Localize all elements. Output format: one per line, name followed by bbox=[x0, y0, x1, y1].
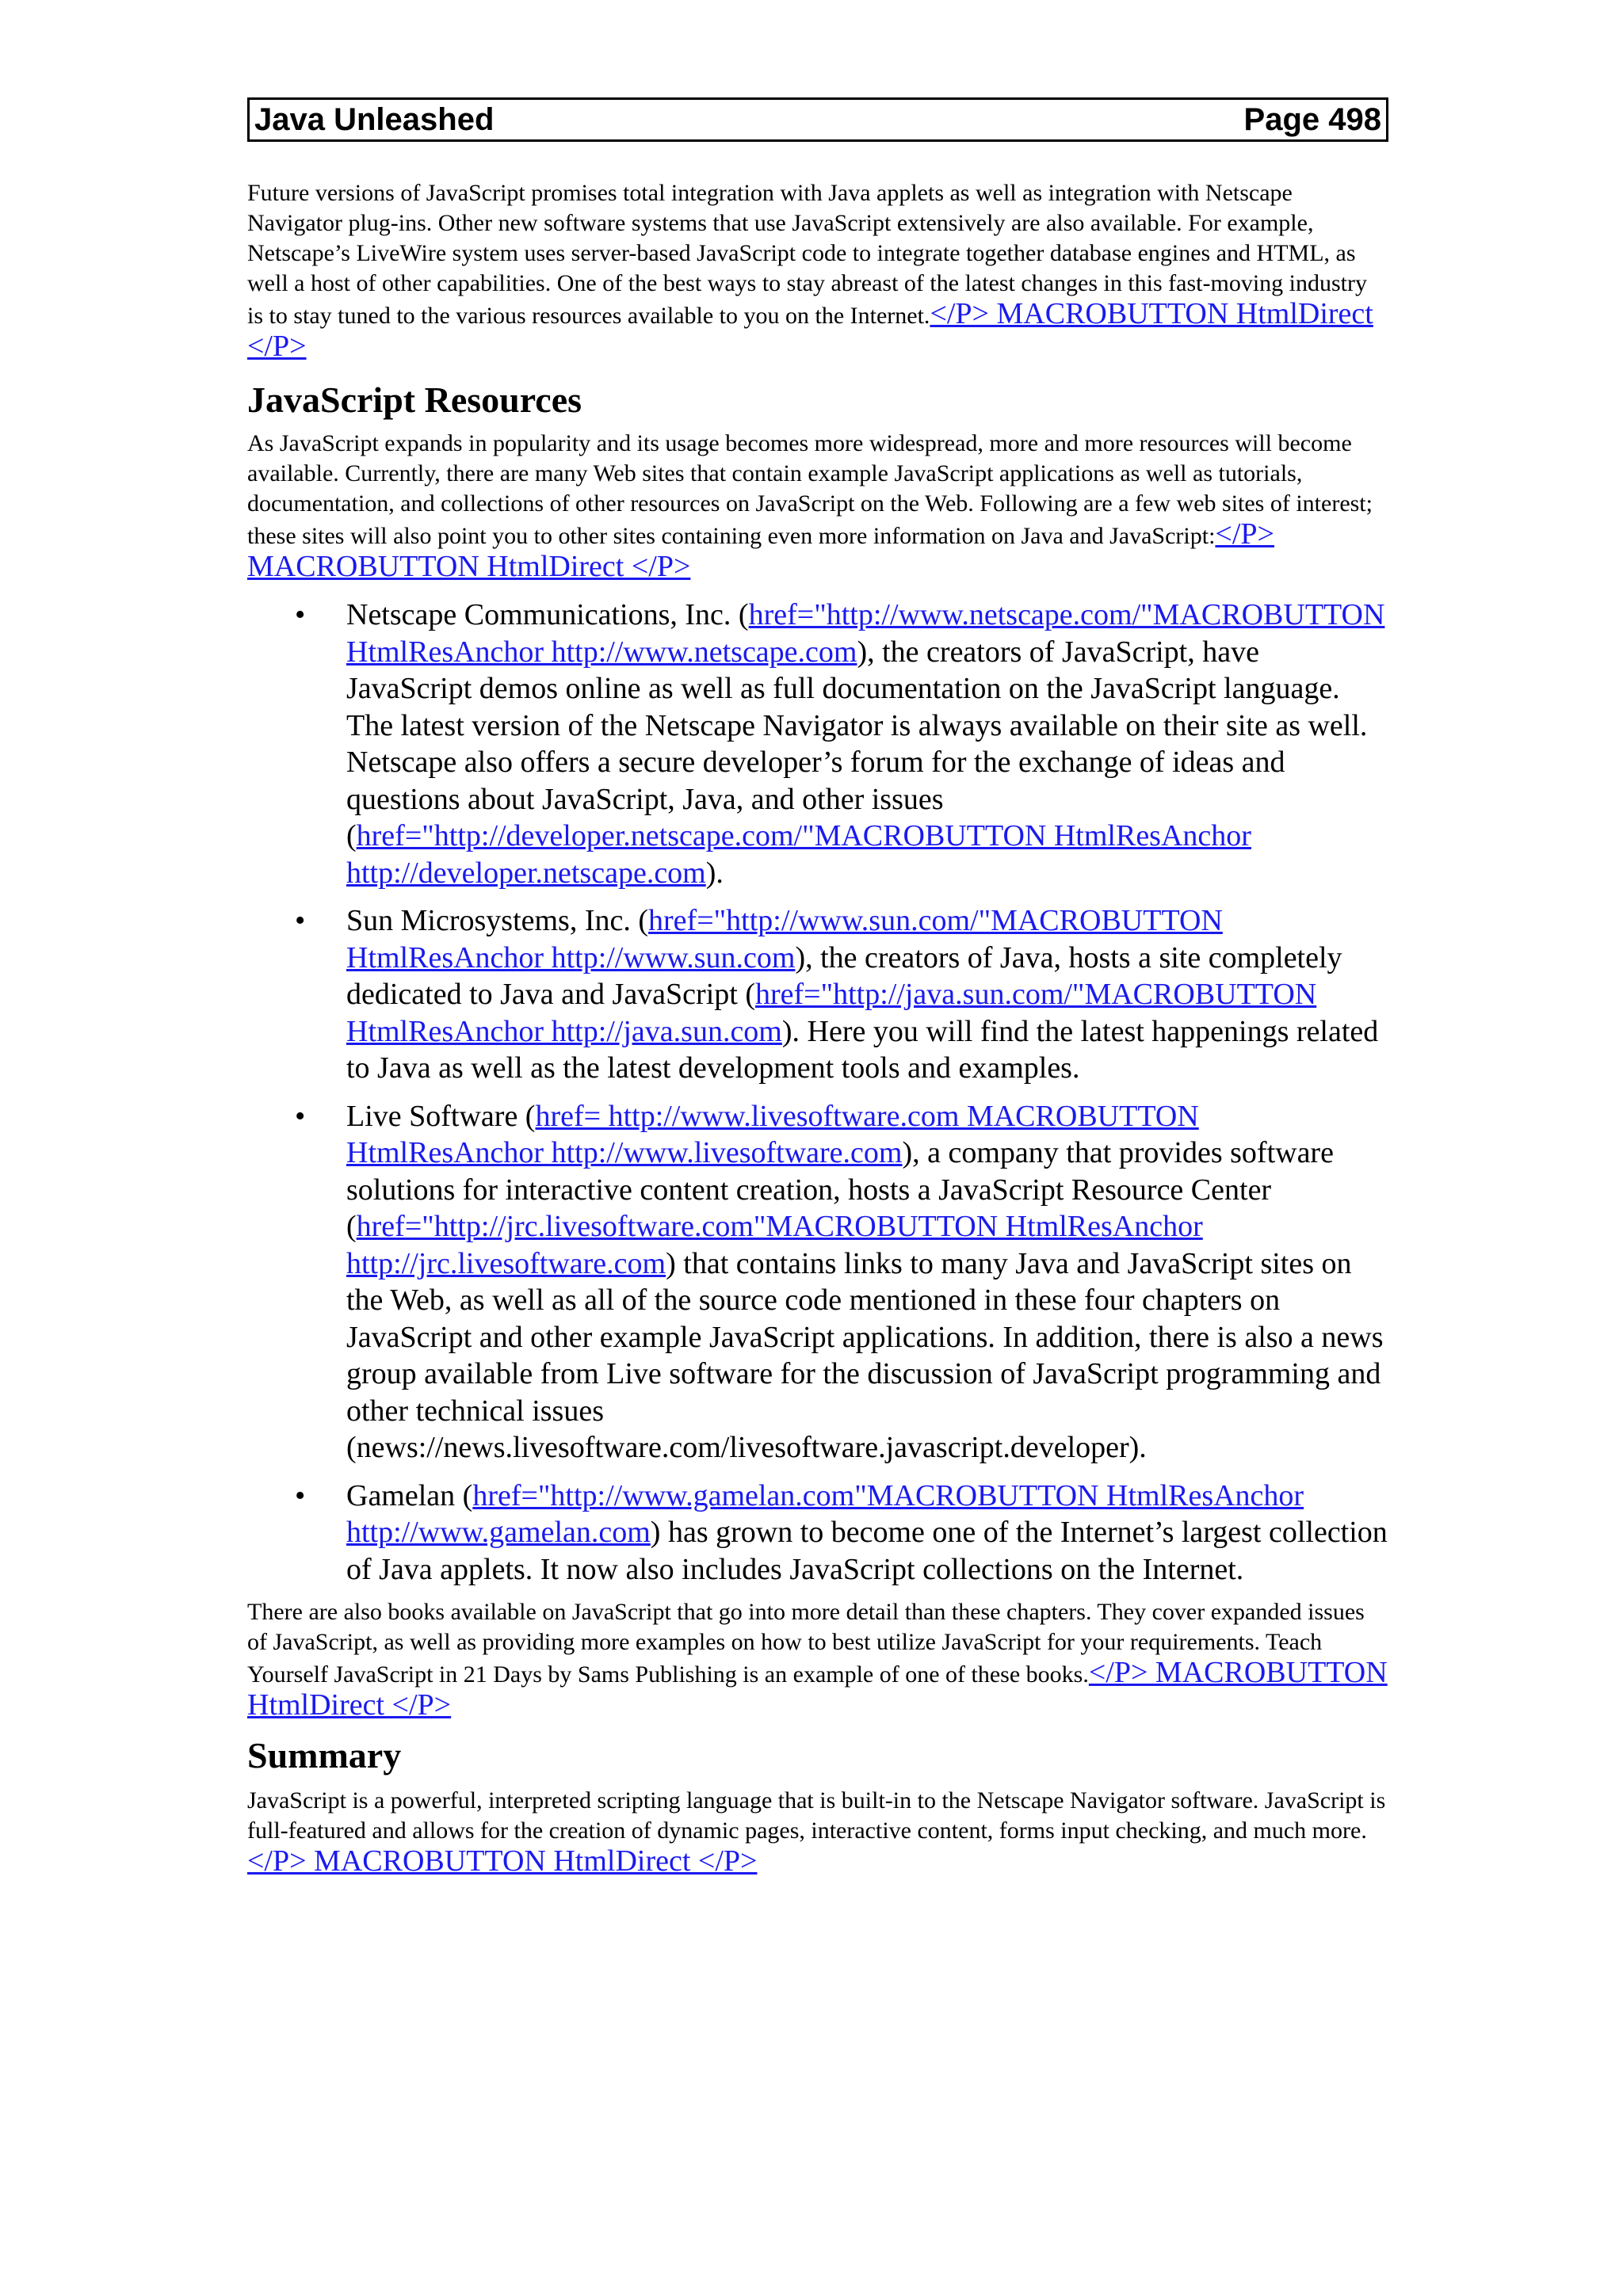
bullet-icon: • bbox=[295, 1099, 306, 1133]
paragraph-text: There are also books available on JavaScript that go into more detail than these chapters. They cover expanded issues of JavaScript, as well as providing more examples on how to best utilize JavaScript for your requirements. Teach Yourself JavaScript in 21 Days by Sams Publishing is an example of one of these books. bbox=[247, 1599, 1365, 1688]
netscape-developer-link[interactable]: href="http://developer.netscape.com/"MACROBUTTON HtmlResAnchor http://developer.netscape.com bbox=[346, 819, 1251, 890]
header-page-number: Page 498 bbox=[1243, 101, 1381, 137]
paragraph-resources-intro bbox=[247, 429, 1388, 584]
paragraph-books bbox=[247, 1597, 1388, 1722]
paragraph-text: Future versions of JavaScript promises total integration with Java applets as well as integration with Netscape Navigator plug-ins. Other new software systems that use JavaScript extensively are also available. For example, Netscape’s LiveWire system uses server-based JavaScript code to integrate together database engines and HTML, as well a host of other capabilities. One of the best ways to stay abreast of the latest changes in this fast-moving industry is to stay tuned to the various resources available to you on the Internet. bbox=[247, 180, 1367, 329]
item-text: ) that contains links to many Java and JavaScript sites on the Web, as well as all of the source code mentioned in these four chapters on JavaScript and other example JavaScript applications. In addition, there is also a news group available from Live software for the discussion of JavaScript programming and other technical issues (news://news.livesoftware.com/livesoftware.javascript.developer). bbox=[346, 1246, 1384, 1464]
item-text: Netscape Communications, Inc. ( bbox=[346, 598, 749, 631]
item-text: ). Here you will find the latest happenings related to Java as well as the latest development tools and examples. bbox=[346, 1014, 1379, 1085]
livesoftware-link[interactable]: href= http://www.livesoftware.com MACROBUTTON HtmlResAnchor http://www.livesoftware.com bbox=[346, 1099, 1199, 1169]
header-title: Java Unleashed bbox=[254, 101, 495, 137]
macrobutton-link[interactable]: </P> MACROBUTTON HtmlDirect </P> bbox=[247, 517, 1274, 583]
macrobutton-link[interactable]: </P> MACROBUTTON HtmlDirect </P> bbox=[247, 1844, 758, 1878]
bullet-icon: • bbox=[295, 598, 306, 631]
list-item-sun bbox=[247, 902, 1388, 1087]
item-text: ) has grown to become one of the Internet’s largest collection of Java applets. It now also includes JavaScript collections on the Internet. bbox=[346, 1516, 1388, 1586]
bullet-icon: • bbox=[295, 1478, 306, 1512]
page-header bbox=[247, 97, 1388, 142]
document-page bbox=[247, 97, 1388, 1878]
paragraph-text: As JavaScript expands in popularity and its usage becomes more widespread, more and more resources will become available. Currently, there are many Web sites that contain example JavaScript applications as well as tutorials, documentation, and collections of other resources on JavaScript on the Web. Following are a few web sites of interest; these sites will also point you to other sites containing even more information on Java and JavaScript: bbox=[247, 430, 1373, 549]
item-text: ), the creators of Java, hosts a site completely dedicated to Java and JavaScript ( bbox=[346, 940, 1342, 1011]
item-text: ), a company that provides software solutions for interactive content creation, hosts a JavaScript Resource Center ( bbox=[346, 1136, 1334, 1243]
item-text: ). bbox=[705, 856, 724, 890]
resource-list bbox=[247, 597, 1388, 1588]
list-item-live-software bbox=[247, 1098, 1388, 1466]
bullet-icon: • bbox=[295, 904, 306, 937]
netscape-link[interactable]: href="http://www.netscape.com/"MACROBUTTON HtmlResAnchor http://www.netscape.com bbox=[346, 598, 1385, 669]
item-text: ), the creators of JavaScript, have JavaScript demos online as well as full documentation on the JavaScript language. The latest version of the Netscape Navigator is always available on their site as well. Netscape also offers a secure developer’s forum for the exchange of ideas and questions about JavaScript, Java, and other issues ( bbox=[346, 635, 1368, 852]
macrobutton-link[interactable]: </P> MACROBUTTON HtmlDirect </P> bbox=[247, 297, 1373, 363]
macrobutton-link[interactable]: </P> MACROBUTTON HtmlDirect </P> bbox=[247, 1656, 1388, 1722]
paragraph-summary bbox=[247, 1786, 1388, 1878]
sun-link[interactable]: href="http://www.sun.com/"MACROBUTTON HtmlResAnchor http://www.sun.com bbox=[346, 904, 1223, 974]
item-text: Sun Microsystems, Inc. ( bbox=[346, 904, 649, 937]
item-text: Live Software ( bbox=[346, 1099, 536, 1133]
list-item-gamelan bbox=[247, 1478, 1388, 1589]
java-sun-link[interactable]: href="http://java.sun.com/"MACROBUTTON HtmlResAnchor http://java.sun.com bbox=[346, 978, 1317, 1048]
paragraph-future-versions bbox=[247, 178, 1388, 364]
jrc-livesoftware-link[interactable]: href="http://jrc.livesoftware.com"MACROBUTTON HtmlResAnchor http://jrc.livesoftware.com bbox=[346, 1210, 1203, 1280]
heading-summary: Summary bbox=[247, 1735, 402, 1775]
paragraph-text: JavaScript is a powerful, interpreted scripting language that is built-in to the Netscape Navigator software. JavaScript is full-featured and allows for the creation of dynamic pages, interactive content, forms input checking, and much more. bbox=[247, 1787, 1386, 1844]
list-item-netscape bbox=[247, 597, 1388, 891]
heading-javascript-resources: JavaScript Resources bbox=[247, 379, 582, 420]
gamelan-link[interactable]: href="http://www.gamelan.com"MACROBUTTON HtmlResAnchor http://www.gamelan.com bbox=[346, 1478, 1304, 1549]
item-text: Gamelan ( bbox=[346, 1478, 473, 1512]
